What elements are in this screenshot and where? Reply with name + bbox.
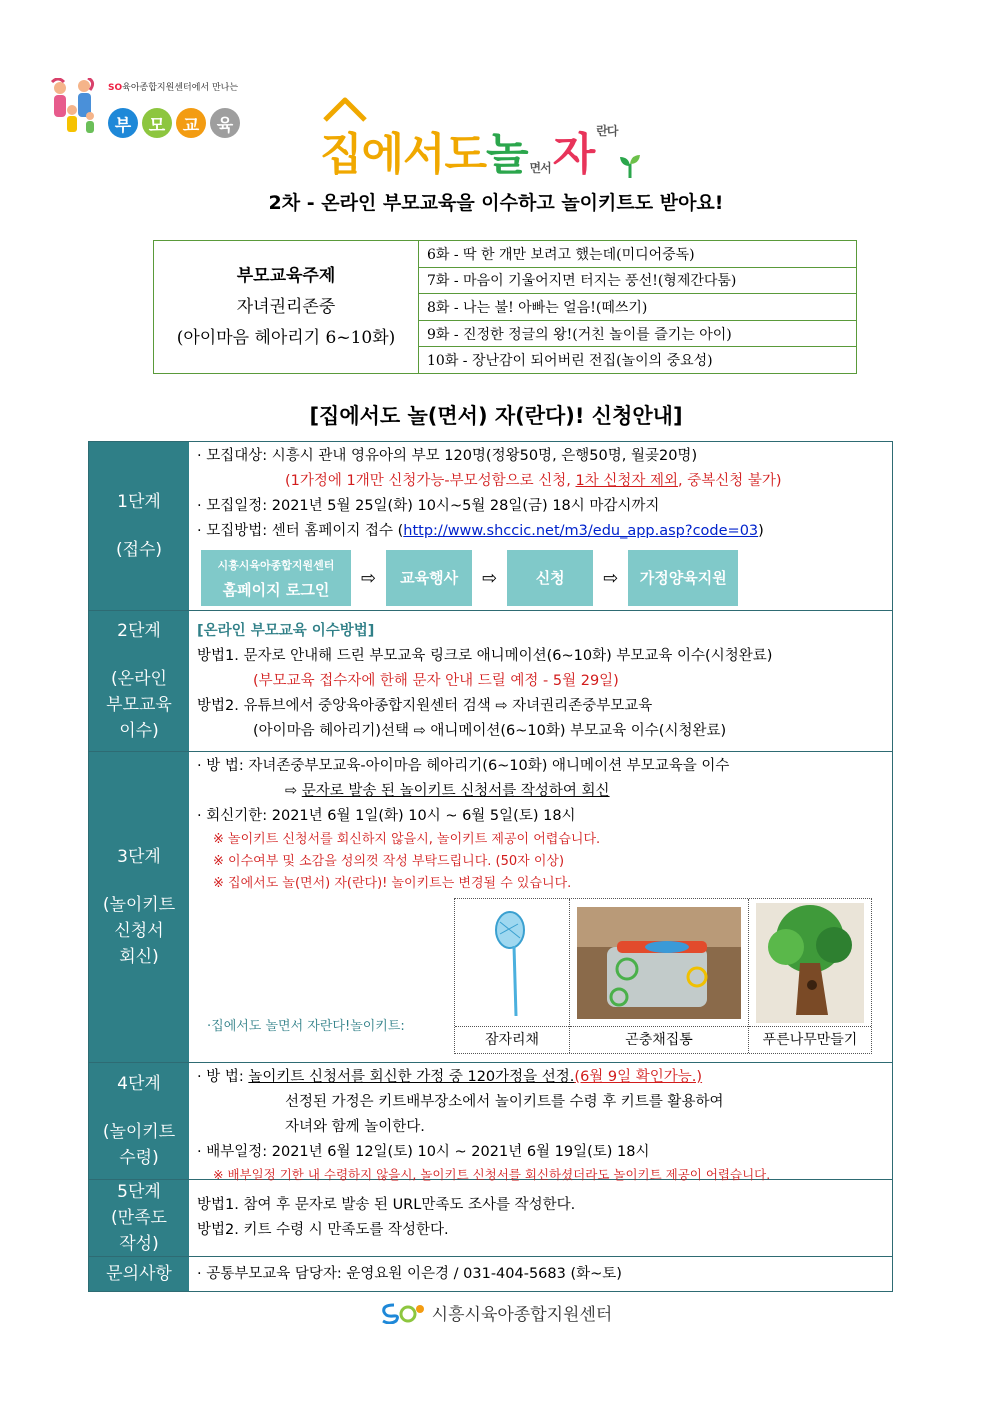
stage3-content — [189, 752, 892, 1062]
stage3-line2: ⇨ 문자로 발송 된 놀이키트 신청서를 작성하여 회신 — [285, 783, 610, 799]
tree-kit-image — [756, 903, 864, 1023]
stage4-line4: · 배부일정: 2021년 6월 12일(토) 10시 ~ 2021년 6월 19일(토) 18시 — [197, 1144, 650, 1160]
stage1-title: 1단계 — [117, 492, 161, 512]
episode-row: 8화 - 나는 불! 아빠는 얼음!(떼쓰기) — [419, 294, 856, 321]
arrow-icon: ⇨ — [361, 567, 377, 589]
stage2-sub3: 이수) — [119, 721, 159, 741]
contact-line: · 공통부모교육 담당자: 운영요원 이은경 / 031-404-5683 (화~토) — [197, 1265, 622, 1282]
stage1-row — [89, 442, 892, 611]
stage2-line1: 방법1. 문자로 안내해 드린 부모교육 링크로 애니메이션(6~10화) 부모교육 이수(시청완료) — [197, 648, 773, 664]
stage2-content — [189, 611, 892, 751]
stage1-sub: (접수) — [115, 540, 163, 560]
episode-row: 9화 - 진정한 정글의 왕!(거친 놀이를 즐기는 아이) — [419, 321, 856, 348]
circle-1: 부 — [108, 108, 138, 138]
stage5-line2: 방법2. 키트 수령 시 만족도를 작성한다. — [197, 1222, 449, 1238]
stage3-note2: ※ 이수여부 및 소감을 성의껏 작성 부탁드립니다. (50자 이상) — [213, 854, 565, 869]
center-logo-icon — [380, 1302, 426, 1324]
stage3-sub1: (놀이키트 — [102, 895, 176, 915]
application-flow — [201, 550, 884, 606]
stage3-note1: ※ 놀이키트 신청서를 회신하지 않을시, 놀이키트 제공이 어렵습니다. — [213, 832, 601, 847]
brand-tagline: SO육아종합지원센터에서 만나는 — [108, 83, 239, 93]
kit-gallery — [454, 898, 872, 1054]
contact-row — [89, 1257, 892, 1291]
stage4-row — [89, 1063, 892, 1180]
episode-row: 6화 - 딱 한 개만 보려고 했는데(미디어중독) — [419, 241, 856, 268]
kit-caption: 푸른나무만들기 — [749, 1026, 871, 1053]
stage2-sub2: 부모교육 — [106, 695, 172, 715]
topic-heading: 부모교육주제 — [236, 265, 336, 286]
application-table — [88, 441, 893, 1292]
stage4-line1: · 방 법: 놀이키트 신청서를 회신한 가정 중 120가정을 선정.(6월 9일 확인가능.) — [197, 1069, 703, 1085]
stage3-sub2: 신청서 — [114, 921, 164, 941]
stage2-heading: [온라인 부모교육 이수방법] — [197, 623, 375, 639]
topic-episodes — [419, 241, 856, 373]
stage3-label — [89, 752, 189, 1062]
topic-table — [153, 240, 857, 374]
kit-item — [455, 899, 570, 1053]
stage1-line1: · 모집대상: 시흥시 관내 영유아의 부모 120명(정왕50명, 은행50명, 월곶20명) — [197, 448, 698, 464]
family-illustration — [50, 78, 100, 140]
stage5-line1: 방법1. 참여 후 문자로 발송 된 URL만족도 조사를 작성한다. — [197, 1197, 576, 1213]
stage1-line3: · 모집일정: 2021년 5월 25일(화) 10시~5월 28일(금) 18시 마감시까지 — [197, 498, 660, 514]
flow-step-apply: 신청 — [507, 550, 593, 606]
stage5-row — [89, 1180, 892, 1257]
stage1-line2: (1가정에 1개만 신청가능-부모성함으로 신청, 1차 신청자 제외, 중복신청 불가) — [285, 473, 782, 489]
topic-line3: (아이마음 헤아리기 6~10화) — [176, 327, 396, 348]
stage3-line3: · 회신기한: 2021년 6월 1일(화) 10시 ~ 6월 5일(토) 18시 — [197, 808, 576, 824]
stage5-sub2: 작성) — [119, 1234, 159, 1254]
stage5-title: 5단계 — [117, 1182, 161, 1202]
footer — [0, 1300, 992, 1325]
contact-label: 문의사항 — [89, 1257, 189, 1291]
hero-small1: 면서 — [529, 161, 551, 175]
stage1-label — [89, 442, 189, 610]
stage2-row — [89, 611, 892, 752]
stage4-line3: 자녀와 함께 놀이한다. — [285, 1119, 425, 1135]
hero-part3: 자 — [552, 129, 595, 180]
stage3-title: 3단계 — [117, 847, 161, 867]
episode-row: 7화 - 마음이 기울어지면 터지는 풍선!(형제간다툼) — [419, 268, 856, 295]
flow-step-home-support: 가정양육지원 — [628, 550, 738, 606]
sprout-icon — [619, 152, 641, 178]
circle-3: 교 — [176, 108, 206, 138]
hero-title — [320, 118, 641, 198]
topic-line2: 자녀권리존중 — [236, 296, 336, 317]
stage5-sub1: (만족도 — [111, 1208, 167, 1228]
hero-part1: 집에서도 — [320, 129, 487, 180]
circle-2: 모 — [142, 108, 172, 138]
kit-caption: 곤충채집통 — [570, 1026, 748, 1053]
stage5-content — [189, 1180, 892, 1256]
stage4-sub2: 수령) — [119, 1148, 159, 1168]
arrow-icon: ⇨ — [603, 567, 619, 589]
homepage-link[interactable]: http://www.shccic.net/m3/edu_app.asp?code=03 — [403, 523, 759, 539]
contact-content — [189, 1257, 892, 1291]
stage2-line3: 방법2. 유튜브에서 중앙육아종합지원센터 검색 ⇨ 자녀권리존중부모교육 — [197, 698, 653, 714]
insect-box-image — [577, 907, 741, 1019]
stage4-note1: ※ 배부일정 기한 내 수령하지 않을시, 놀이키트 신청서를 회신하셨더라도 놀이키트 제공이 어렵습니다. — [213, 1167, 771, 1182]
stage4-content — [189, 1063, 892, 1182]
stage2-label — [89, 611, 189, 751]
hero-part2: 놀 — [486, 129, 528, 180]
brand-circles — [108, 108, 240, 138]
page-subtitle: 2차 - 온라인 부모교육을 이수하고 놀이키트도 받아요! — [268, 192, 724, 214]
kit-item — [570, 899, 749, 1053]
stage4-line2: 선정된 가정은 키트배부장소에서 놀이키트를 수령 후 키트를 활용하여 — [285, 1094, 724, 1110]
topic-summary — [154, 241, 419, 373]
stage1-content — [189, 442, 892, 610]
kit-label: ·집에서도 놀면서 자란다!놀이키트: — [207, 1019, 405, 1034]
stage2-line2: (부모교육 접수자에 한해 문자 안내 드릴 예정 - 5월 29일) — [253, 673, 619, 689]
stage2-sub1: (온라인 — [111, 669, 167, 689]
kit-item — [749, 899, 871, 1053]
stage5-label — [89, 1180, 189, 1256]
stage3-sub3: 회신) — [119, 947, 159, 967]
flow-step-event: 교육행사 — [386, 550, 472, 606]
hero-small2: 란다 — [596, 124, 618, 138]
stage3-line1: · 방 법: 자녀존중부모교육-아이마음 헤아리기(6~10화) 애니메이션 부모교육을 이수 — [197, 758, 730, 774]
flow-step-login: 시흥시육아종합지원센터 홈페이지 로그인 — [201, 550, 351, 606]
dragonfly-net-image — [482, 904, 542, 1022]
section-title: [집에서도 놀(면서) 자(란다)! 신청안내] — [309, 404, 683, 428]
arrow-icon: ⇨ — [482, 567, 498, 589]
stage3-row — [89, 752, 892, 1063]
kit-caption: 잠자리채 — [455, 1026, 569, 1053]
stage2-title: 2단계 — [117, 621, 161, 641]
footer-brand: 시흥시육아종합지원센터 — [431, 1305, 613, 1325]
stage1-line4: · 모집방법: 센터 홈페이지 접수 (http://www.shccic.net/m3/edu_app.asp?code=03) — [197, 523, 764, 539]
episode-row: 10화 - 장난감이 되어버린 전집(놀이의 중요성) — [427, 353, 713, 370]
stage4-sub1: (놀이키트 — [102, 1122, 176, 1142]
stage2-line4: (아이마음 헤아리기)선택 ⇨ 애니메이션(6~10화) 부모교육 이수(시청완료) — [253, 723, 727, 739]
stage3-note3: ※ 집에서도 놀(면서) 자(란다)! 놀이키트는 변경될 수 있습니다. — [213, 876, 572, 891]
circle-4: 육 — [210, 108, 240, 138]
stage4-title: 4단계 — [117, 1074, 161, 1094]
stage4-label — [89, 1063, 189, 1179]
